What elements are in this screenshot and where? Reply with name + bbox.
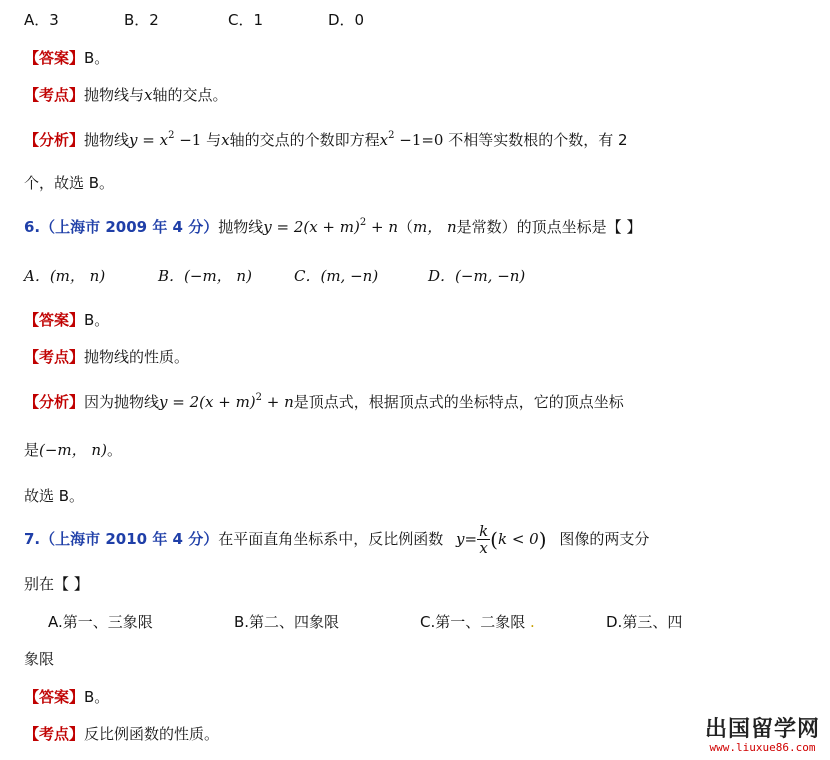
q7-option-c [420,612,535,632]
stray-dot: . [530,613,535,631]
point-text: 抛物线的性质。 [84,348,190,366]
answer-text: B。 [84,49,110,67]
q7-option-b: B.第二、四象限 [234,613,340,631]
q6-option-c: C．(m, −n) [294,267,379,285]
math-formula: y = 2(x + m) [263,218,360,236]
answer-text: B。 [84,688,110,706]
math-x: x [144,86,153,104]
answer-tag: 【答案】 [24,49,85,67]
analysis-tag: 【分析】 [24,393,85,411]
math-formula: y = 2(x + m) [159,393,256,411]
point-text: 轴的交点。 [152,86,228,104]
watermark-name: 出国留学网 [704,717,820,742]
q5-analysis-cont: 个，故选 B。 [24,174,115,192]
stem-text: （ [398,218,414,236]
point-tag: 【考点】 [24,348,85,366]
math-formula: + n [262,393,294,411]
answer-tag: 【答案】 [24,311,85,329]
math-y: y [129,131,138,149]
q7-option-d-cont: 象限 [24,650,55,668]
q6-conclusion: 故选 B。 [24,487,85,505]
math-exponent: 2 [168,130,175,141]
q7-option-d: D.第三、四 [606,613,683,631]
math-minus-one: −1 [174,131,202,149]
watermark-logo [705,718,820,754]
q6-analysis-cont [24,440,122,460]
q5-analysis [24,130,628,150]
q7-stem [24,522,649,557]
option-text: C.第一、二象限 [420,613,526,631]
stem-text: 在平面直角坐标系中，反比例函数 [218,530,444,548]
right-paren: ) [538,527,547,552]
analysis-text: 抛物线 [84,131,130,149]
q7-answer [24,687,109,707]
analysis-text: 是 [24,441,40,459]
q5-option-a: A．3 [24,11,59,29]
math-exponent: 2 [255,392,263,403]
q5-option-c: C．1 [228,11,264,29]
analysis-text: 是顶点式，根据顶点式的坐标特点，它的顶点坐标 [293,393,624,411]
q5-option-d: D．0 [328,11,365,29]
q6-option-a: A．(m， n) [24,267,106,285]
math-exponent: 2 [388,130,395,141]
q7-stem-cont: 别在【 】 [24,575,89,593]
math-equation: −1=0 [394,131,444,149]
analysis-text: 与 [206,131,222,149]
fraction-denominator: x [479,539,488,557]
point-tag: 【考点】 [24,86,85,104]
analysis-text: 因为抛物线 [84,393,160,411]
left-paren: ( [490,527,498,552]
math-condition: k < 0 [497,530,539,548]
q6-answer [24,310,109,330]
q5-answer [24,48,109,68]
q6-analysis [24,392,624,412]
q6-option-b: B．(−m， n) [158,267,252,285]
fraction-numerator: k [479,522,489,540]
math-eq: = x [137,131,169,149]
analysis-tag: 【分析】 [24,131,85,149]
math-x: x [379,131,389,149]
math-exponent: 2 [359,217,367,228]
watermark-url: www.liuxue86.com [709,741,816,754]
point-text: 反比例函数的性质。 [84,725,220,743]
q6-point [24,347,189,367]
q5-point [24,85,228,105]
math-y-equals: y= [456,530,478,548]
analysis-text: 。 [106,441,122,459]
question-number: 6.（上海市 2009 年 4 分） [24,218,219,236]
point-tag: 【考点】 [24,725,85,743]
stem-text: 抛物线 [218,218,264,236]
math-x: x [221,131,230,149]
stem-text: 图像的两支分 [559,530,650,548]
q6-option-d: D．(−m, −n) [428,267,526,285]
question-number: 7.（上海市 2010 年 4 分） [24,530,219,548]
math-formula: + n [366,218,398,236]
answer-text: B。 [84,311,110,329]
point-text: 抛物线与 [84,86,145,104]
fraction-k-over-x [477,523,490,556]
q6-stem [24,217,641,237]
math-mn: m， n [413,218,457,236]
answer-tag: 【答案】 [24,688,85,706]
analysis-text: 不相等实数根的个数，有 2 [448,131,628,149]
analysis-text: 轴的交点的个数即方程 [229,131,380,149]
stem-text: 是常数）的顶点坐标是【 】 [456,218,642,236]
q7-point [24,724,219,744]
math-coordinate: (−m， n) [39,441,107,459]
q5-option-b: B．2 [124,11,159,29]
q7-option-a: A.第一、三象限 [48,613,153,631]
